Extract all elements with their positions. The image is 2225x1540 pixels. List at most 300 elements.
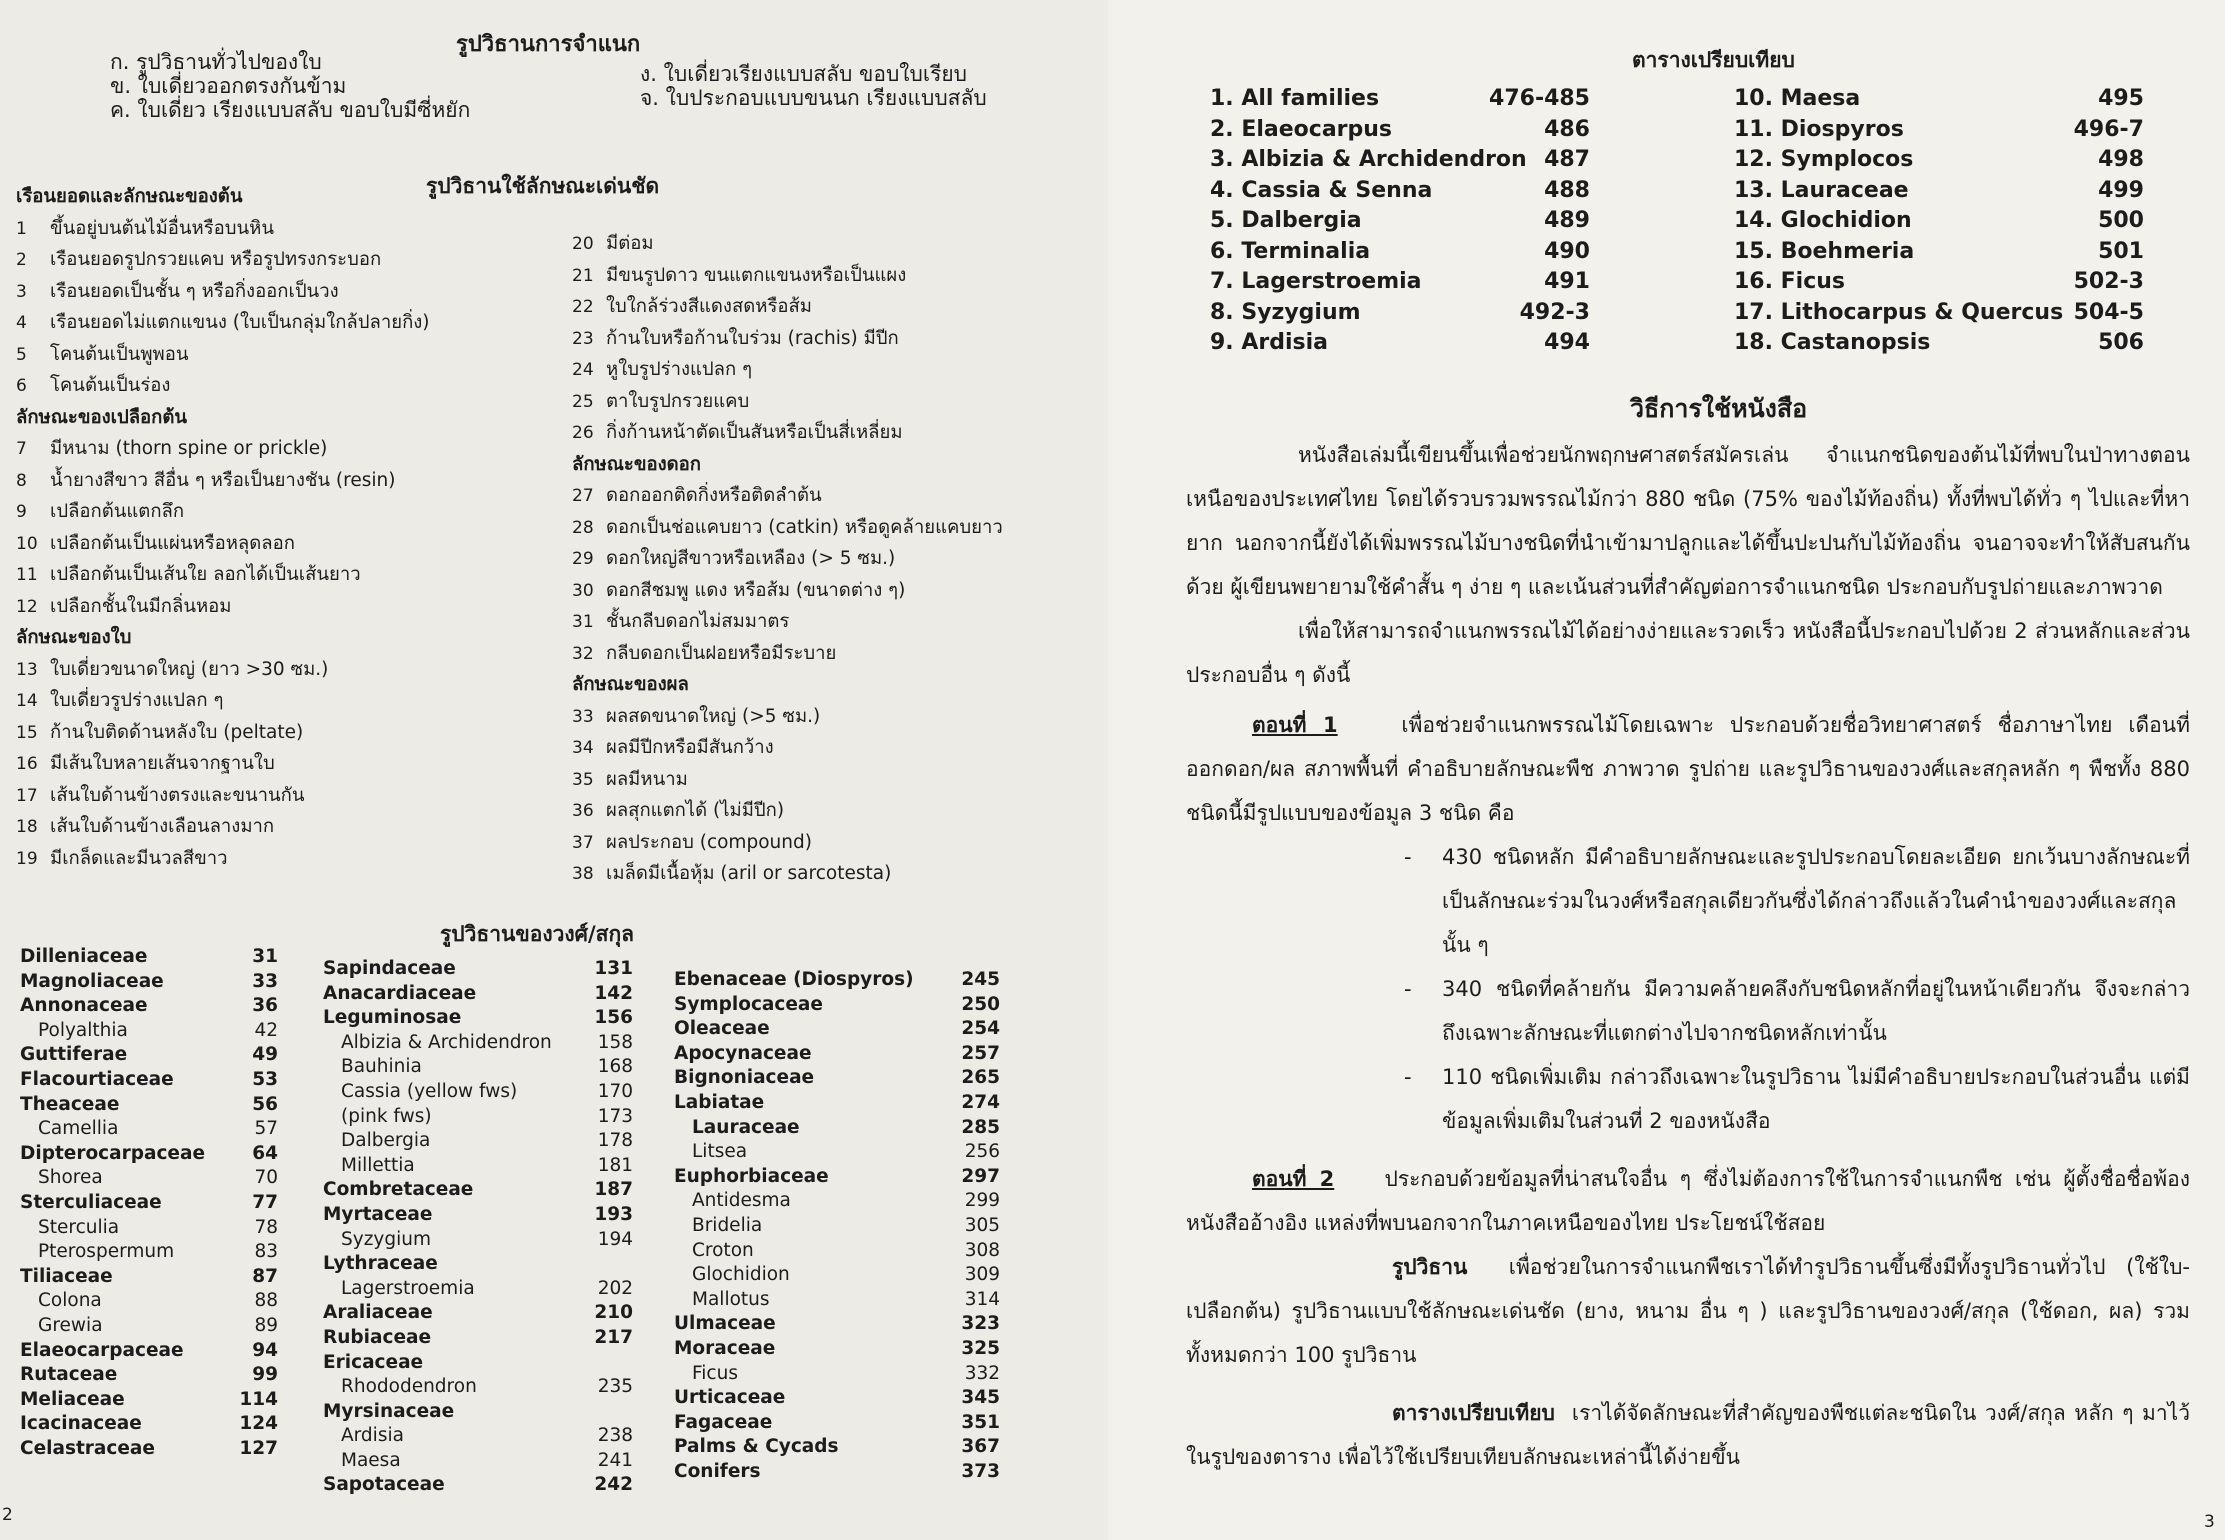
key-item-text: ผลสุกแตกได้ (ไม่มีปีก) (606, 800, 785, 821)
family-entry (323, 1277, 633, 1302)
key-item-text: เรือนยอดเป็นชั้น ๆ หรือกิ่งออกเป็นวง (50, 280, 339, 302)
family-name: Myrtaceae (323, 1203, 433, 1225)
family-name: Urticaceae (674, 1387, 786, 1409)
family-entry (674, 1263, 1000, 1288)
family-page: 202 (597, 1277, 633, 1299)
key-item (16, 717, 430, 749)
comparison-entry (1734, 145, 2144, 176)
key-item-number: 18 (16, 817, 38, 837)
family-page: 31 (252, 946, 278, 967)
key-item-number: 28 (572, 517, 594, 538)
family-entry (323, 1178, 633, 1203)
family-name: Conifers (674, 1460, 761, 1482)
family-entry (674, 1362, 1000, 1387)
family-entry (20, 1388, 278, 1413)
family-page: 238 (597, 1425, 633, 1447)
family-entry (323, 1301, 633, 1326)
key-item-text: เปลือกชั้นในมีกลิ่นหอม (50, 595, 232, 617)
part-2-paragraph (1186, 1157, 2190, 1245)
family-page: 42 (254, 1019, 278, 1041)
family-name: Myrsinaceae (323, 1400, 455, 1422)
key-item (572, 732, 1003, 764)
family-entry (20, 1412, 278, 1437)
family-name: Apocynaceae (674, 1042, 812, 1064)
key-item (572, 386, 1003, 418)
family-entry (323, 982, 633, 1007)
key-item-number: 35 (572, 769, 594, 790)
key-item (572, 827, 1003, 859)
family-entry (323, 1055, 633, 1080)
family-page: 168 (597, 1056, 633, 1078)
family-name: Ebenaceae (Diospyros) (674, 969, 914, 990)
key-item-number: 38 (572, 864, 594, 884)
comparison-page: 491 (1544, 269, 1590, 294)
comparison-entry (1734, 176, 2144, 207)
key-item-text: ผลมีหนาม (606, 768, 688, 790)
family-name: Lythraceae (323, 1253, 438, 1275)
key-column-2 (572, 228, 1003, 890)
family-entry (323, 1129, 633, 1154)
family-name: Euphorbiaceae (674, 1165, 829, 1187)
key-item-text: หูใบรูปร่างแปลก ๆ (606, 359, 753, 380)
key-item-text: โคนต้นเป็นร่อง (50, 375, 171, 396)
key-paragraph (1186, 1245, 2190, 1377)
family-entry (674, 1435, 1000, 1460)
key-item-number: 13 (16, 659, 38, 680)
comparison-name: 7. Lagerstroemia (1210, 269, 1422, 294)
family-name: Theaceae (20, 1093, 120, 1115)
key-item (16, 370, 430, 402)
family-page: 89 (254, 1314, 278, 1336)
left-page (0, 0, 1108, 1540)
family-page: 181 (597, 1154, 633, 1176)
family-page: 64 (252, 1142, 278, 1164)
family-entry (674, 1288, 1000, 1313)
comparison-page: 495 (2098, 86, 2144, 111)
data-type-item (1404, 835, 2190, 967)
family-page: 254 (961, 1018, 1000, 1040)
family-entry (20, 1093, 278, 1118)
family-page: 314 (964, 1288, 1000, 1310)
comparison-name: 15. Boehmeria (1734, 238, 1915, 264)
key-item-text: ผลประกอบ (compound) (606, 831, 812, 853)
family-page: 142 (594, 982, 633, 1004)
key-item-number: 34 (572, 738, 594, 758)
key-item-number: 23 (572, 328, 594, 349)
comparison-name: 2. Elaeocarpus (1210, 116, 1393, 142)
family-page: 70 (254, 1167, 278, 1189)
key-item-number: 32 (572, 643, 594, 664)
family-page: 332 (964, 1362, 1000, 1384)
family-page: 156 (594, 1007, 633, 1029)
key-item-text: น้ำยางสีขาว สีอื่น ๆ หรือเป็นยางชัน (resin) (50, 469, 396, 491)
key-item (16, 780, 430, 812)
key-item-text: ชั้นกลีบดอกไม่สมมาตร (606, 611, 790, 632)
classes-left (110, 50, 470, 122)
data-type-item (1404, 967, 2190, 1055)
family-entry (674, 1042, 1000, 1067)
comparison-page: 494 (1544, 330, 1590, 355)
bullet-dash: - (1404, 1065, 1412, 1089)
bullet-dash: - (1404, 977, 1412, 1001)
family-name: Dilleniaceae (20, 946, 148, 967)
key-item-text: ดอกสีชมพู แดง หรือส้ม (ขนาดต่าง ๆ) (606, 579, 906, 601)
classification-line: ค. ใบเดี่ยว เรียงแบบสลับ ขอบใบมีซี่หยัก (110, 98, 471, 122)
key-item (572, 638, 1003, 670)
family-page: 285 (961, 1116, 1000, 1138)
comparison-page: 488 (1544, 177, 1590, 203)
table-text: เราได้จัดลักษณะที่สำคัญของพืชแต่ละชนิดใน วงศ์/สกุล หลัก ๆ มาไว้ในรูปของตาราง เพื่อไว้ใช้เปรียบเทียบลักษณะเหล่านี้ได้ง่ายขึ้น (1186, 1401, 2190, 1469)
family-page: 257 (961, 1042, 1000, 1064)
family-entry (20, 1363, 278, 1388)
comparison-name: 10. Maesa (1734, 86, 1861, 111)
family-name: Glochidion (692, 1264, 790, 1286)
comparison-entry (1734, 298, 2144, 329)
family-name: Millettia (341, 1154, 415, 1176)
comparison-page: 502-3 (2073, 269, 2144, 294)
family-entry (323, 1326, 633, 1351)
family-page: 194 (597, 1228, 633, 1250)
family-page: 94 (252, 1339, 278, 1361)
comparison-entry (1210, 84, 1590, 115)
key-item-number: 15 (16, 722, 38, 743)
key-item-text: ดอกเป็นช่อแคบยาว (catkin) หรือดูคล้ายแคบยาว (606, 516, 1003, 538)
comparison-entry (1210, 267, 1590, 298)
family-page: 309 (964, 1264, 1000, 1286)
key-item (16, 591, 430, 623)
key-item (572, 323, 1003, 355)
part-2-label: ตอนที่ 2 (1252, 1167, 1335, 1191)
key-item (572, 480, 1003, 512)
family-page: 173 (597, 1105, 633, 1127)
family-page: 49 (252, 1044, 278, 1066)
key-item (572, 417, 1003, 449)
family-page: 178 (597, 1130, 633, 1152)
comparison-entry (1734, 328, 2144, 359)
family-page: 170 (597, 1080, 633, 1102)
family-entry (674, 1312, 1000, 1337)
family-page: 124 (239, 1413, 278, 1435)
comparison-page: 490 (1544, 238, 1590, 264)
family-name: Ficus (692, 1362, 738, 1384)
family-page: 373 (961, 1460, 1000, 1482)
family-entry (674, 1337, 1000, 1362)
key-item (572, 354, 1003, 386)
table-label: ตารางเปรียบเทียบ (1392, 1401, 1555, 1425)
comparison-entry (1210, 115, 1590, 146)
data-type-text: 340 ชนิดที่คล้ายกัน มีความคล้ายคลึงกับชนิดหลักที่อยู่ในหน้าเดียวกัน จึงจะกล่าวถึงเฉพาะลักษณะที่แตกต่างไปจากชนิดหลักเท่านั้น (1442, 977, 2190, 1045)
comparison-name: 3. Albizia & Archidendron (1210, 147, 1527, 172)
family-page: 250 (961, 993, 1000, 1015)
key-item-number: 5 (16, 344, 27, 365)
key-item-number: 6 (16, 376, 27, 396)
family-page: 297 (961, 1165, 1000, 1187)
family-page: 241 (597, 1449, 633, 1471)
family-entry (20, 1240, 278, 1265)
key-item (16, 276, 430, 308)
family-page: 274 (961, 1091, 1000, 1113)
intro-paragraph: หนังสือเล่มนี้เขียนขึ้นเพื่อช่วยนักพฤกษศาสตร์สมัครเล่น จำแนกชนิดของต้นไม้ที่พบในป่าทางตอนเหนือของประเทศไทย โดยได้รวบรวมพรรณไม้กว่า 880 ชนิด (75% ของไม้ท้องถิ่น) ทั้งที่พบได้ทั่ว ๆ ไปและที่หายาก นอกจากนี้ยังได้เพิ่มพรรณไม้บางชนิดที่นำเข้ามาปลูกและได้ขึ้นปะปนกับไม้ท้องถิ่น จนอาจจะทำให้สับสนกันด้วย ผู้เขียนพยายามใช้คำสั้น ๆ ง่าย ๆ และเน้นส่วนที่สำคัญต่อการจำแนกชนิด ประกอบกับรูปถ่ายและภาพวาด (1186, 443, 2190, 599)
comparison-page: 496-7 (2073, 116, 2144, 142)
family-entry (323, 1105, 633, 1130)
family-entry (674, 1116, 1000, 1141)
classes-right (640, 62, 987, 110)
classification-line: จ. ใบประกอบแบบขนนก เรียงแบบสลับ (640, 86, 987, 110)
key-item (16, 559, 430, 591)
distinctive-key-title: รูปวิธานใช้ลักษณะเด่นชัด (426, 174, 660, 198)
family-entry (674, 1239, 1000, 1264)
comparison-name: 12. Symplocos (1734, 147, 1914, 172)
key-item-number: 24 (572, 360, 594, 380)
comparison-name: 8. Syzygium (1210, 299, 1361, 325)
key-item-text: ตาใบรูปกรวยแคบ (606, 390, 750, 412)
key-item (572, 260, 1003, 292)
family-entry (20, 994, 278, 1019)
part-1-text: เพื่อช่วยจำแนกพรรณไม้โดยเฉพาะ ประกอบด้วยชื่อวิทยาศาสตร์ ชื่อภาษาไทย เดือนที่ออกดอก/ผล สภาพพื้นที่ คำอธิบายลักษณะพืช ภาพวาด รูปถ่าย และรูปวิธานของวงศ์และสกุลหลัก ๆ พืชทั้ง 880 ชนิดนี้มีรูปแบบของข้อมูล 3 ชนิด คือ (1186, 713, 2190, 825)
family-entry (20, 1117, 278, 1142)
key-item-text: เปลือกต้นเป็นแผ่นหรือหลุดลอก (50, 532, 295, 554)
comparison-page: 501 (2098, 238, 2144, 264)
key-item-number: 20 (572, 234, 594, 254)
how-to-use-title: วิธีการใช้หนังสือ (1630, 394, 1808, 423)
family-page: 325 (961, 1337, 1000, 1359)
family-page: 36 (252, 995, 278, 1017)
key-item-text: กิ่งก้านหน้าตัดเป็นสันหรือเป็นสี่เหลี่ยม (606, 422, 903, 443)
family-column-3 (674, 968, 1000, 1484)
family-page: 235 (597, 1376, 633, 1398)
family-entry (323, 1400, 633, 1425)
family-page: 265 (961, 1067, 1000, 1089)
key-item-number: 10 (16, 533, 38, 554)
family-name: Antidesma (692, 1190, 791, 1212)
key-item-text: ดอกใหญ่สีขาวหรือเหลือง (> 5 ซม.) (606, 548, 896, 569)
family-name: Meliaceae (20, 1388, 125, 1410)
key-item-text: ขึ้นอยู่บนต้นไม้อื่นหรือบนหิน (50, 217, 275, 239)
data-type-text: 110 ชนิดเพิ่มเติม กล่าวถึงเฉพาะในรูปวิธาน ไม่มีคำอธิบายประกอบในส่วนอื่น แต่มีข้อมูลเพิ่มเติมในส่วนที่ 2 ของหนังสือ (1442, 1065, 2190, 1133)
family-entry (20, 970, 278, 995)
comparison-name: 16. Ficus (1734, 269, 1845, 294)
comparison-entry (1210, 237, 1590, 268)
family-page: 242 (594, 1474, 633, 1496)
comparison-table-title: ตารางเปรียบเทียบ (1632, 48, 1795, 72)
family-name: Shorea (38, 1167, 103, 1189)
key-item-number: 3 (16, 281, 27, 302)
key-item-number: 21 (572, 265, 594, 286)
family-entry (20, 1216, 278, 1241)
table-paragraph (1186, 1391, 2190, 1479)
key-item (16, 654, 430, 686)
comparison-name: 11. Diospyros (1734, 116, 1904, 142)
family-name: Syzygium (341, 1228, 431, 1250)
key-item-number: 12 (16, 596, 38, 617)
family-name: Icacinaceae (20, 1413, 142, 1435)
family-page: 127 (239, 1437, 278, 1459)
key-item-text: มีหนาม (thorn spine or prickle) (50, 438, 328, 459)
family-page: 305 (964, 1214, 1000, 1236)
family-name: Pterospermum (38, 1241, 175, 1263)
key-index-title: รูปวิธานการจำแนก (456, 32, 641, 57)
family-name: Polyalthia (38, 1019, 128, 1041)
comparison-name: 14. Glochidion (1734, 208, 1912, 233)
family-name: Moraceae (674, 1337, 776, 1359)
key-item (572, 575, 1003, 607)
key-item-text: เปลือกต้นเป็นเส้นใย ลอกได้เป็นเส้นยาว (50, 564, 361, 585)
key-item-text: เส้นใบด้านข้างเลือนลางมาก (50, 816, 275, 837)
comparison-page: 489 (1544, 208, 1590, 233)
bullet-dash: - (1404, 845, 1412, 869)
comparison-name: 6. Terminalia (1210, 238, 1371, 264)
family-entry (323, 1203, 633, 1228)
family-name: Sapotaceae (323, 1474, 445, 1496)
key-item-number: 4 (16, 313, 27, 333)
family-entry (20, 1068, 278, 1093)
family-name: Sterculia (38, 1216, 120, 1238)
section-heading: ลักษณะของดอก (572, 453, 701, 475)
comparison-page: 498 (2098, 147, 2144, 172)
key-item (572, 764, 1003, 796)
family-name: Albizia & Archidendron (341, 1031, 552, 1053)
section-heading: เรือนยอดและลักษณะของต้น (16, 186, 243, 207)
key-item-number: 36 (572, 801, 594, 821)
comparison-page: 504-5 (2073, 299, 2144, 325)
key-item (16, 528, 430, 560)
family-entry (20, 1019, 278, 1044)
key-item (572, 512, 1003, 544)
family-column-2 (323, 957, 633, 1498)
family-page: 367 (961, 1436, 1000, 1458)
comparison-page: 476-485 (1489, 86, 1590, 111)
comparison-entry (1210, 176, 1590, 207)
family-name: Celastraceae (20, 1437, 155, 1459)
family-name: Sterculiaceae (20, 1191, 162, 1213)
family-page: 158 (597, 1031, 633, 1053)
key-item (16, 465, 430, 497)
section-heading: ลักษณะของผล (572, 674, 689, 695)
how-to-use-body (1186, 433, 2190, 1479)
comparison-entry (1734, 237, 2144, 268)
family-name: Guttiferae (20, 1044, 128, 1066)
family-name: Araliaceae (323, 1302, 433, 1324)
key-item (572, 701, 1003, 733)
family-entry (674, 993, 1000, 1018)
comparison-page: 487 (1544, 147, 1590, 172)
key-item-number: 8 (16, 470, 27, 491)
family-page: 114 (239, 1388, 278, 1410)
family-name: Dalbergia (341, 1130, 431, 1152)
classification-line: ก. รูปวิธานทั่วไปของใบ (110, 50, 322, 74)
data-type-text: 430 ชนิดหลัก มีคำอธิบายลักษณะและรูปประกอบโดยละเอียด ยกเว้นบางลักษณะที่เป็นลักษณะร่วมในวงศ์หรือสกุลเดียวกันซึ่งได้กล่าวถึงแล้วในคำนำของวงศ์และสกุลนั้น ๆ (1442, 845, 2190, 957)
key-item (16, 843, 430, 875)
family-entry (20, 1191, 278, 1216)
family-name: Elaeocarpaceae (20, 1339, 184, 1361)
key-item-text: เมล็ดมีเนื้อหุ้ม (aril or sarcotesta) (606, 863, 892, 884)
family-entry (674, 1091, 1000, 1116)
data-type-list (1404, 835, 2190, 1143)
key-item (572, 795, 1003, 827)
key-item-number: 27 (572, 486, 594, 506)
comparison-entry (1734, 115, 2144, 146)
key-item-text: เรือนยอดไม่แตกแขนง (ใบเป็นกลุ่มใกล้ปลายกิ่ง) (50, 312, 430, 333)
family-name: Anacardiaceae (323, 982, 477, 1004)
family-entry (323, 1228, 633, 1253)
family-page: 299 (964, 1190, 1000, 1212)
key-item-number: 22 (572, 297, 594, 317)
family-page: 87 (252, 1265, 278, 1287)
family-name: Grewia (38, 1314, 103, 1336)
family-entry (674, 1140, 1000, 1165)
family-name: Cassia (yellow fws) (341, 1080, 518, 1102)
comparison-entry (1210, 328, 1590, 359)
section-heading: ลักษณะของใบ (16, 627, 132, 648)
family-name: Croton (692, 1239, 754, 1261)
key-item-number: 25 (572, 391, 594, 412)
family-entry (20, 1289, 278, 1314)
key-item-number: 11 (16, 565, 38, 585)
family-name: Rutaceae (20, 1364, 118, 1386)
key-item-text: เปลือกต้นแตกลึก (50, 501, 185, 522)
key-item-text: ก้านใบหรือก้านใบร่วม (rachis) มีปีก (606, 327, 899, 349)
family-entry (323, 1006, 633, 1031)
key-item (16, 244, 430, 276)
part-1-label: ตอนที่ 1 (1252, 713, 1338, 737)
comparison-name: 4. Cassia & Senna (1210, 177, 1433, 203)
key-item-text: ผลมีปีกหรือมีสันกว้าง (606, 737, 774, 758)
family-page: 33 (252, 970, 278, 992)
family-entry (674, 1017, 1000, 1042)
key-item-text: มีเส้นใบหลายเส้นจากฐานใบ (50, 753, 275, 774)
family-name: Leguminosae (323, 1007, 462, 1029)
family-page: 351 (961, 1411, 1000, 1433)
key-item-number: 2 (16, 250, 27, 270)
family-name: Sapindaceae (323, 958, 456, 979)
key-item-number: 7 (16, 439, 27, 459)
family-entry (323, 1351, 633, 1376)
family-page: 308 (964, 1239, 1000, 1261)
key-item-number: 30 (572, 580, 594, 601)
key-item (16, 496, 430, 528)
family-entry (674, 1214, 1000, 1239)
key-item-number: 19 (16, 848, 38, 869)
key-item-text: กลีบดอกเป็นฝอยหรือมีระบาย (606, 642, 837, 664)
comparison-entry (1734, 267, 2144, 298)
key-item (16, 685, 430, 717)
comparison-entry (1210, 145, 1590, 176)
family-page: 56 (252, 1093, 278, 1115)
family-entry (323, 1449, 633, 1474)
key-item (16, 339, 430, 371)
comparison-page: 499 (2098, 177, 2144, 203)
family-entry (323, 957, 633, 982)
family-name: Fagaceae (674, 1411, 773, 1433)
family-page: 53 (252, 1068, 278, 1090)
section-heading: ลักษณะของเปลือกต้น (16, 406, 187, 428)
key-item-text: ดอกออกติดกิ่งหรือติดลำต้น (606, 485, 822, 506)
family-entry (20, 1043, 278, 1068)
family-name: Ericaceae (323, 1351, 424, 1373)
family-entry (20, 945, 278, 970)
key-item-text: ก้านใบติดด้านหลังใบ (peltate) (50, 721, 304, 743)
family-name: Lagerstroemia (341, 1277, 475, 1299)
family-name: Rubiaceae (323, 1326, 432, 1348)
family-page: 323 (961, 1313, 1000, 1335)
family-page: 256 (964, 1141, 1000, 1163)
family-name: Bauhinia (341, 1056, 422, 1078)
key-item-number: 26 (572, 423, 594, 443)
family-name: Ulmaceae (674, 1313, 776, 1335)
family-page: 78 (254, 1216, 278, 1238)
comparison-page: 500 (2098, 208, 2144, 233)
family-name: Dipterocarpaceae (20, 1142, 206, 1164)
